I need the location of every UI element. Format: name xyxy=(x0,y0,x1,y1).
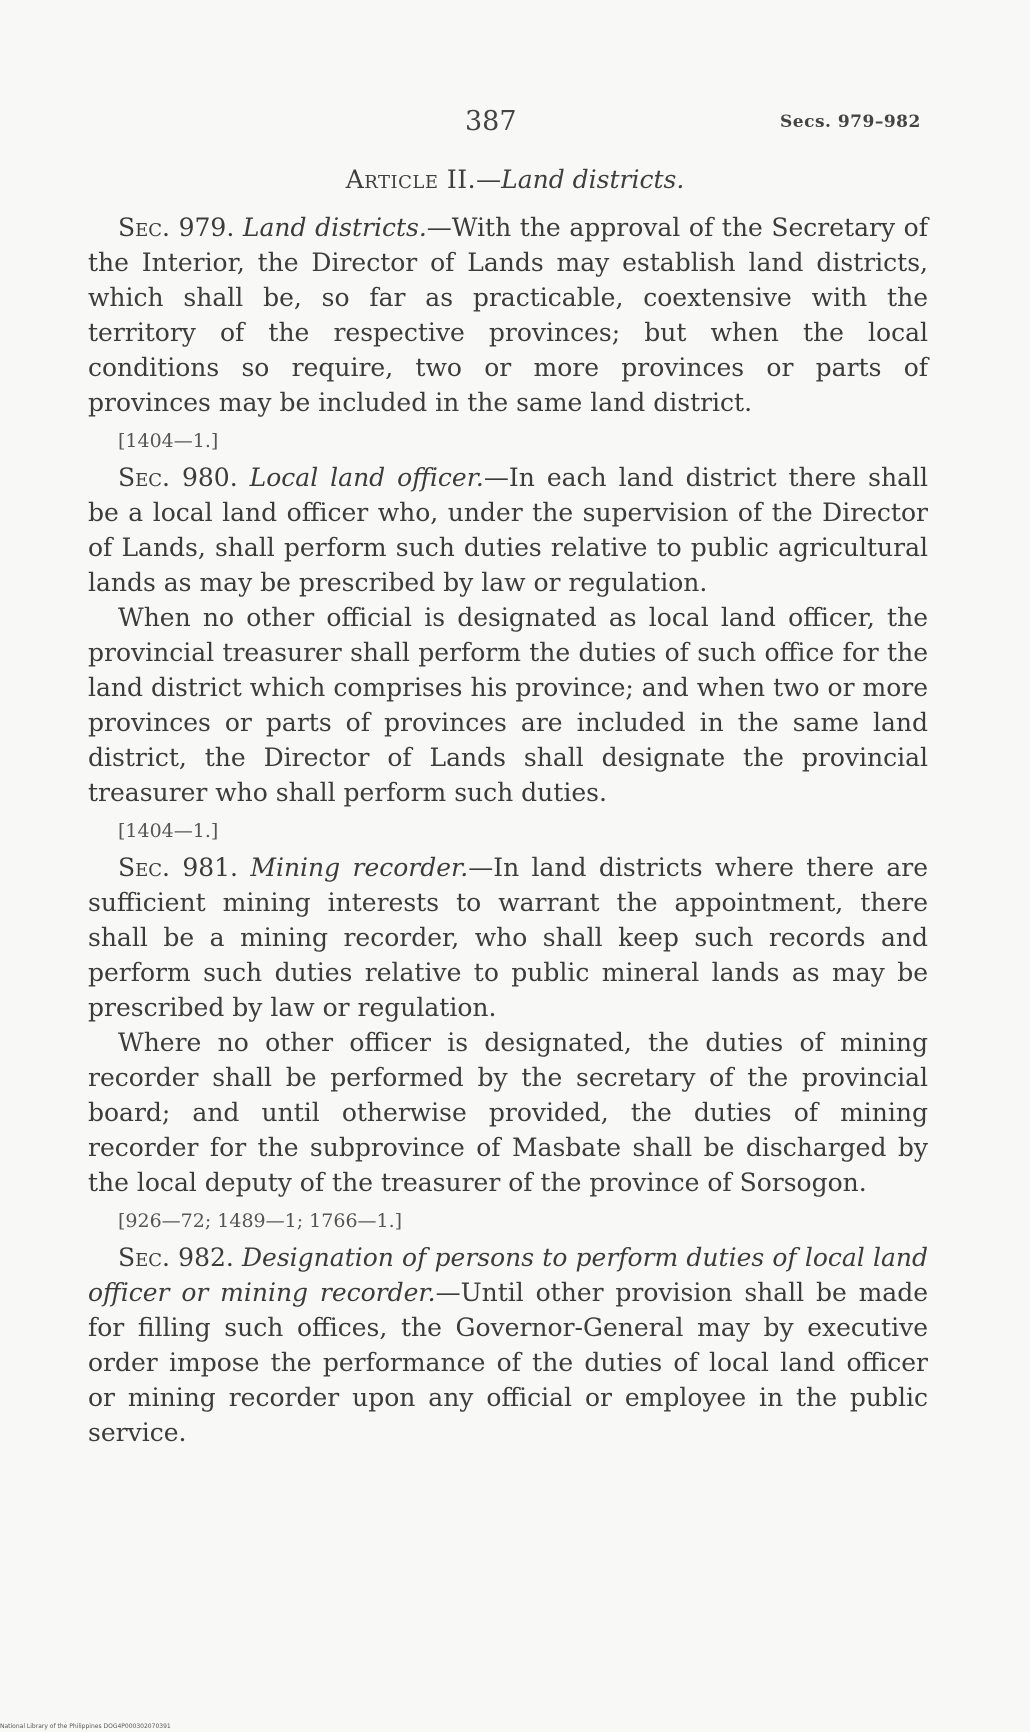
page-header xyxy=(0,106,1030,146)
section-981-title: Mining recorder. xyxy=(250,853,469,882)
section-981-label: Sec. 981. xyxy=(118,853,238,882)
section-979-label: Sec. 979. xyxy=(118,213,235,242)
running-head: Secs. 979–982 xyxy=(780,112,921,132)
scan-footer: National Library of the Philippines DOG4P000302070391 xyxy=(0,1723,171,1730)
section-981-paragraph xyxy=(88,850,928,1025)
section-979-title: Land districts. xyxy=(242,213,427,242)
section-981-source: [926—72; 1489—1; 1766—1.] xyxy=(118,1210,403,1232)
section-979-source: [1404—1.] xyxy=(118,430,219,452)
section-980-paragraph xyxy=(88,460,928,600)
section-980-text: —In each land district there shall be a local land officer who, under the supervision of the Director of Lands, shall perform such duties relative to public agricultural lands as may be prescribed by law or regulation. xyxy=(88,463,928,597)
section-980-label: Sec. 980. xyxy=(118,463,238,492)
article-label: Article II. xyxy=(345,165,477,194)
section-979-text: —With the approval of the Secretary of the Interior, the Director of Lands may establish land districts, which shall be, so far as practicable, coextensive with the territory of the respective provinces; but when the local conditions so require, two or more provinces or parts of provinces may be included in the same land district. xyxy=(88,213,928,417)
section-982-paragraph xyxy=(88,1240,928,1450)
section-981-paragraph-2: Where no other officer is designated, the duties of mining recorder shall be performed by the secretary of the provincial board; and until otherwise provided, the duties of mining recorder for the subprovince of Masbate shall be discharged by the local deputy of the treasurer of the province of Sorsogon. xyxy=(88,1028,928,1197)
body-text xyxy=(88,210,928,1450)
page-number: 387 xyxy=(465,106,517,137)
section-982-label: Sec. 982. xyxy=(118,1243,234,1272)
section-982-title: Designation of persons to perform duties of local land officer or mining recorder. xyxy=(88,1243,928,1307)
section-981-text: —In land districts where there are sufficient mining interests to warrant the appointment, there shall be a mining recorder, who shall keep such records and perform such duties relative to public mineral lands as may be prescribed by law or regulation. xyxy=(88,853,928,1022)
section-980-source: [1404—1.] xyxy=(118,820,219,842)
section-982-text: —Until other provision shall be made for filling such offices, the Governor-General may by executive order impose the performance of the duties of local land officer or mining recorder upon any official or employee in the public service. xyxy=(88,1278,929,1447)
article-heading xyxy=(0,165,1030,194)
article-title: —Land districts. xyxy=(476,165,685,194)
section-980-title: Local land officer. xyxy=(249,463,484,492)
section-979-paragraph xyxy=(88,210,928,420)
section-980-paragraph-2: When no other official is designated as local land officer, the provincial treasurer shall perform the duties of such office for the land district which comprises his province; and when two or more provinces or parts of provinces are included in the same land district, the Director of Lands shall designate the provincial treasurer who shall perform such duties. xyxy=(88,603,928,807)
